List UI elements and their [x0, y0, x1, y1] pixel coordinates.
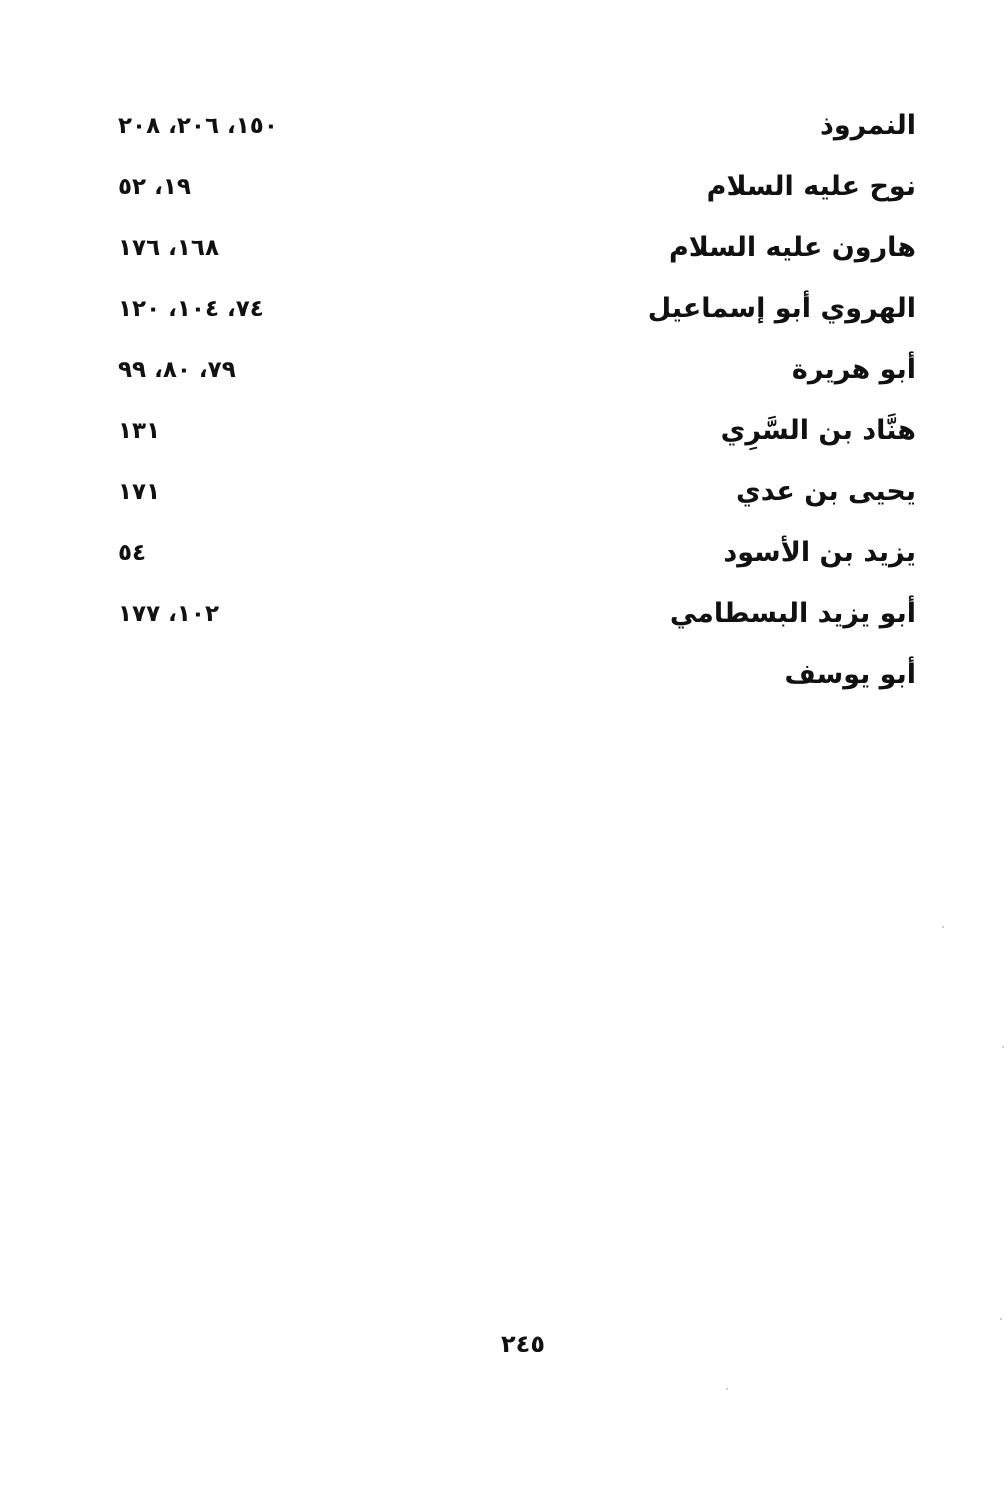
entry-page-refs: ١٧١	[118, 479, 161, 505]
entry-page-refs: ١٩، ٥٢	[118, 174, 191, 200]
page-number: ٢٤٥	[501, 1330, 545, 1358]
entry-name: هارون عليه السلام	[668, 232, 916, 263]
entry-name: النمروذ	[820, 110, 916, 141]
entry-name: نوح عليه السلام	[706, 171, 916, 202]
entry-name: أبو يوسف	[784, 659, 916, 690]
entry-page-refs: ٧٩، ٨٠، ٩٩	[118, 357, 236, 383]
scan-speck	[726, 1388, 728, 1390]
entry-page-refs: ١٠٢، ١٧٧	[118, 601, 219, 627]
scan-speck	[1002, 1046, 1004, 1048]
entry-name: أبو يزيد البسطامي	[669, 598, 916, 629]
scan-speck	[942, 926, 944, 928]
index-entry	[96, 645, 916, 706]
index-entry	[96, 340, 916, 401]
entry-name: يحيى بن عدي	[736, 476, 916, 507]
index-entry	[96, 584, 916, 645]
entry-name: الهروي أبو إسماعيل	[647, 293, 916, 324]
index-entry	[96, 218, 916, 279]
scan-speck	[1000, 1318, 1002, 1320]
index-entry	[96, 462, 916, 523]
index-entry	[96, 96, 916, 157]
index-entry	[96, 401, 916, 462]
entry-name: هنَّاد بن السَّرِي	[720, 415, 916, 446]
entry-page-refs: ١٣١	[118, 418, 161, 444]
entry-page-refs: ١٥٠، ٢٠٦، ٢٠٨	[118, 113, 278, 139]
entry-page-refs: ٧٤، ١٠٤، ١٢٠	[118, 296, 264, 322]
entry-page-refs: ٥٤	[118, 540, 147, 566]
entry-name: أبو هريرة	[791, 354, 916, 385]
index-entry	[96, 523, 916, 584]
entry-name: يزيد بن الأسود	[723, 537, 916, 568]
index-entry	[96, 157, 916, 218]
names-index-list	[96, 96, 916, 706]
entry-page-refs: ١٦٨، ١٧٦	[118, 235, 219, 261]
index-entry	[96, 279, 916, 340]
